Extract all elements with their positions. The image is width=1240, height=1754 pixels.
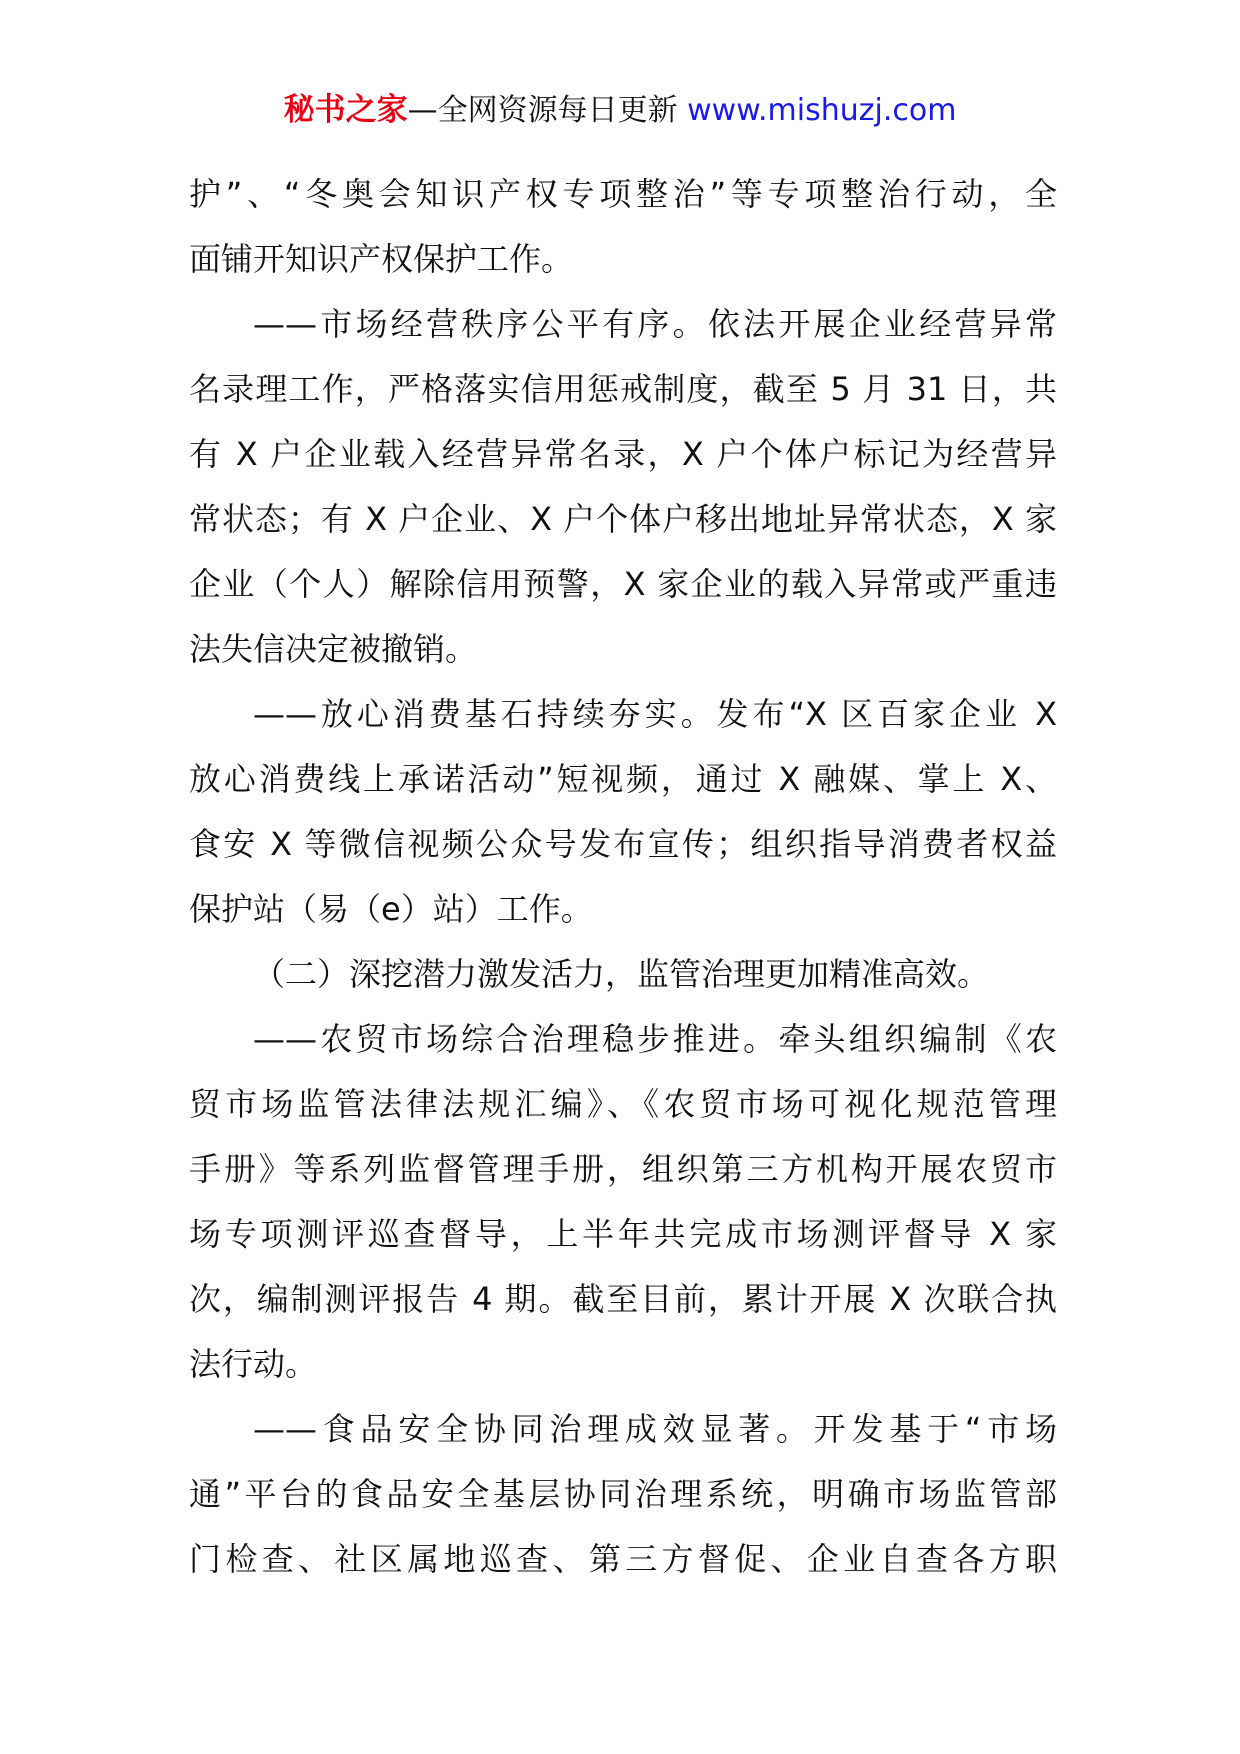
- text-line: ——食品安全协同治理成效显著。开发基于“市场: [253, 1410, 1057, 1448]
- text-line: 保护站（易（e）站）工作。: [189, 890, 593, 928]
- page-header: [0, 90, 1240, 131]
- text-line: ——市场经营秩序公平有序。依法开展企业经营异常: [253, 305, 1057, 343]
- text-line: 法行动。: [189, 1345, 318, 1383]
- text-line: 门检查、社区属地巡查、第三方督促、企业自查各方职: [189, 1540, 1057, 1578]
- text-line: 食安 X 等微信视频公众号发布宣传；组织指导消费者权益: [189, 825, 1057, 863]
- text-line: 通”平台的食品安全基层协同治理系统，明确市场监管部: [189, 1475, 1057, 1513]
- text-line: 企业（个人）解除信用预警，X 家企业的载入异常或严重违: [189, 565, 1057, 603]
- text-line: 法失信决定被撤销。: [189, 630, 478, 668]
- text-line: 护”、“冬奥会知识产权专项整治”等专项整治行动，全: [189, 175, 1057, 213]
- text-line: 常状态；有 X 户企业、X 户个体户移出地址异常状态，X 家: [189, 500, 1057, 538]
- text-line: 面铺开知识产权保护工作。: [189, 240, 574, 278]
- text-line: 贸市场监管法律法规汇编》、《农贸市场可视化规范管理: [189, 1085, 1057, 1123]
- site-tagline: —全网资源每日更新: [407, 93, 678, 128]
- text-line: 名录理工作，严格落实信用惩戒制度，截至 5 月 31 日，共: [189, 370, 1057, 408]
- text-line: 有 X 户企业载入经营异常名录，X 户个体户标记为经营异: [189, 435, 1057, 473]
- document-body: [189, 162, 1057, 1592]
- section-heading: （二）深挖潜力激发活力，监管治理更加精准高效。: [253, 955, 990, 993]
- text-line: ——放心消费基石持续夯实。发布“X 区百家企业 X: [253, 695, 1057, 733]
- text-line: 次，编制测评报告 4 期。截至目前，累计开展 X 次联合执: [189, 1280, 1057, 1318]
- text-line: 手册》等系列监督管理手册，组织第三方机构开展农贸市: [189, 1150, 1057, 1188]
- text-line: 放心消费线上承诺活动”短视频，通过 X 融媒、掌上 X、: [189, 760, 1057, 798]
- site-url-link[interactable]: www.mishuzj.com: [687, 93, 957, 128]
- text-line: 场专项测评巡查督导，上半年共完成市场测评督导 X 家: [189, 1215, 1057, 1253]
- text-line: ——农贸市场综合治理稳步推进。牵头组织编制《农: [253, 1020, 1057, 1058]
- site-brand: 秘书之家: [283, 92, 408, 128]
